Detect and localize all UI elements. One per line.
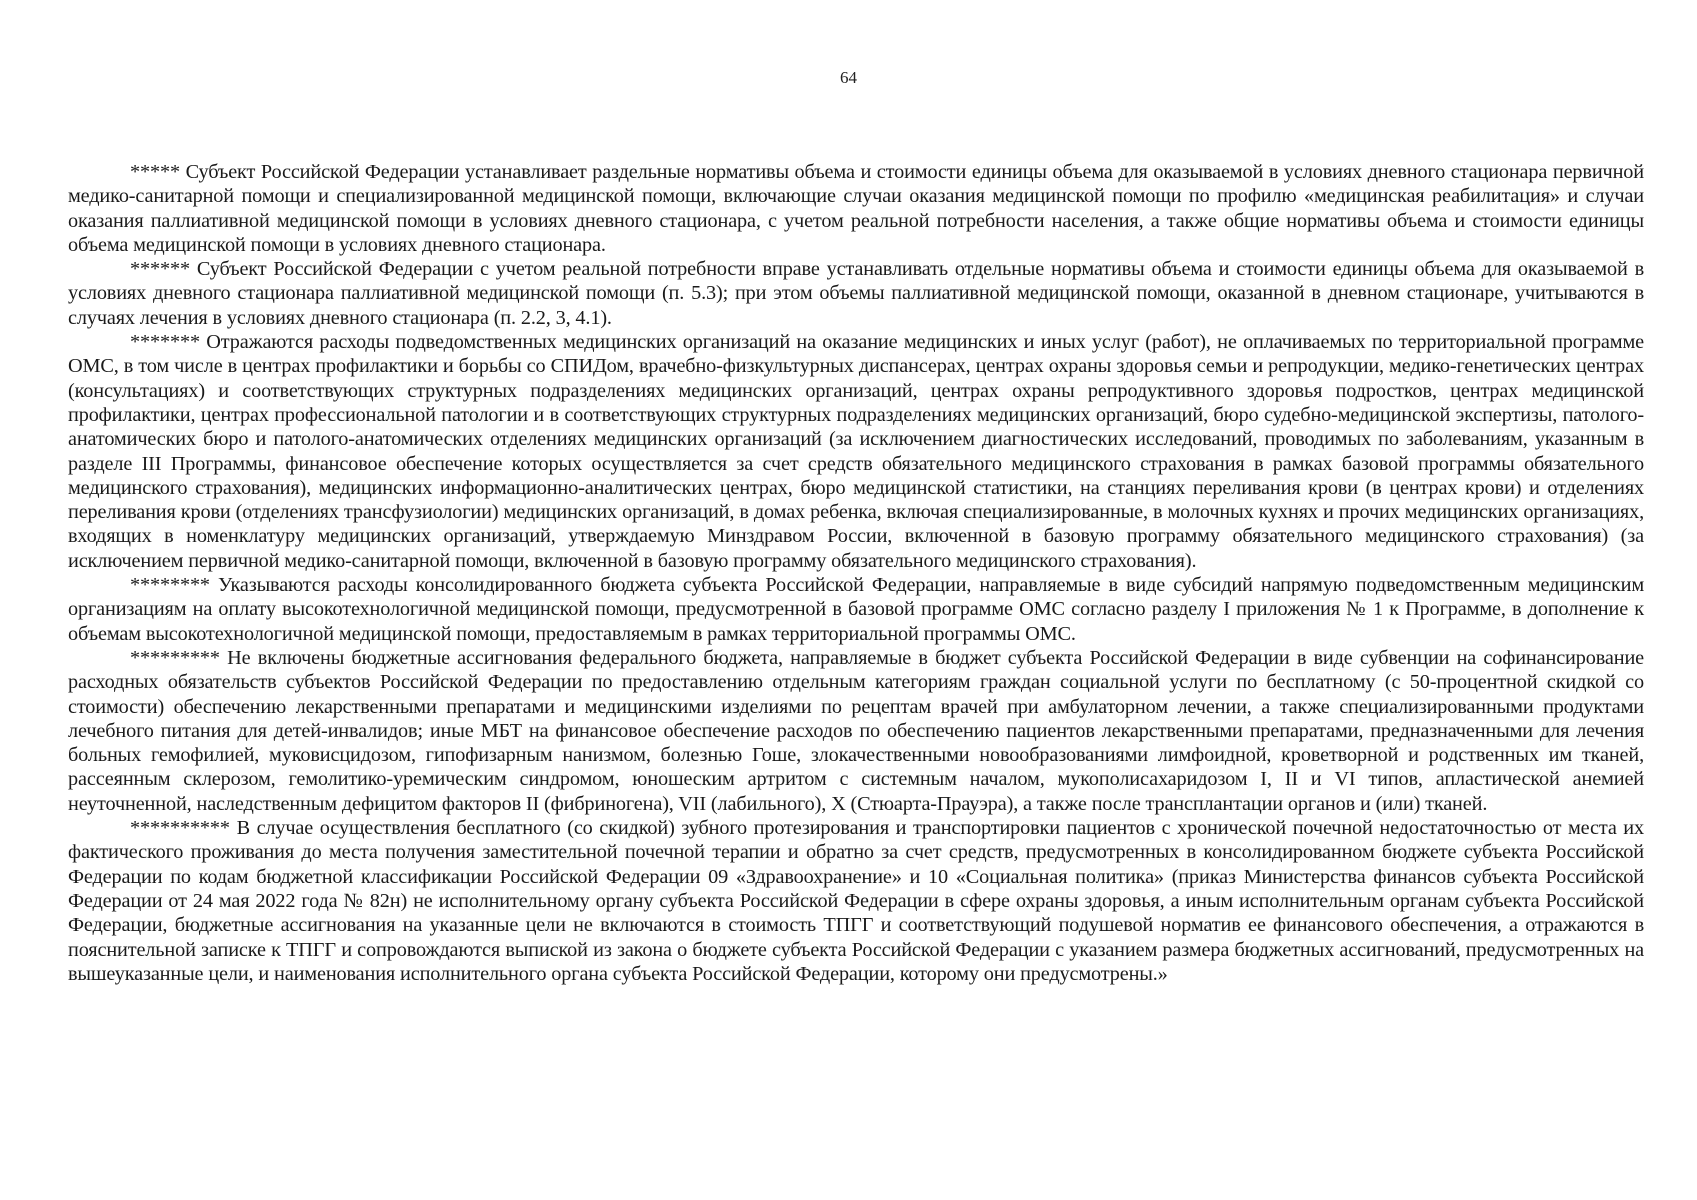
footnote-5-stars: [68, 160, 1644, 257]
footnotes-block: [68, 160, 1644, 986]
footnote-text: Указываются расходы консолидированного бюджета субъекта Российской Федерации, направляемые в виде субсидий напрямую подведомственным медицинским организациям на оплату высокотехнологичной медицинской помощи, предусмотренной в базовой программе ОМС согласно разделу I приложения № 1 к Программе, в дополнение к объемам высокотехнологичной медицинской помощи, предоставляемым в рамках территориальной программы ОМС.: [68, 574, 1644, 645]
footnote-marker: ********: [130, 574, 210, 597]
footnote-10-stars: [68, 816, 1644, 986]
footnote-marker: *********: [130, 646, 220, 669]
footnote-8-stars: [68, 573, 1644, 646]
footnote-7-stars: [68, 330, 1644, 573]
footnote-text: Субъект Российской Федерации с учетом реальной потребности вправе устанавливать отдельные нормативы объема и стоимости единицы объема для оказываемой в условиях дневного стационара паллиативной медицинской помощи (п. 5.3); при этом объемы паллиативной медицинской помощи, оказанной в дневном стационаре, учитываются в случаях лечения в условиях дневного стационара (п. 2.2, 3, 4.1).: [68, 258, 1645, 329]
footnote-6-stars: [68, 257, 1644, 330]
footnote-marker: ******: [130, 258, 190, 281]
footnote-marker: *****: [130, 161, 180, 183]
footnote-marker: **********: [130, 817, 230, 840]
footnote-text: Субъект Российской Федерации устанавливает раздельные нормативы объема и стоимости единицы объема для оказываемой в условиях дневного стационара первичной медико-санитарной помощи и специализированной медицинской помощи, включающие случаи оказания медицинской помощи по профилю «медицинская реабилитация» и случаи оказания паллиативной медицинской помощи в условиях дневного стационара, с учетом реальной потребности населения, а также общие нормативы объема и стоимости единицы объема медицинской помощи в условиях дневного стационара.: [68, 161, 1644, 256]
footnote-text: В случае осуществления бесплатного (со скидкой) зубного протезирования и транспортировки пациентов с хронической почечной недостаточностью от места их фактического проживания до места получения заместительной почечной терапии и обратно за счет средств, предусмотренных в консолидированном бюджете субъекта Российской Федерации по кодам бюджетной классификации Российской Федерации 09 «Здравоохранение» и 10 «Социальная политика» (приказ Министерства финансов субъекта Российской Федерации от 24 мая 2022 года № 82н) не исполнительному органу субъекта Российской Федерации в сфере охраны здоровья, а иным исполнительным органам субъекта Российской Федерации, бюджетные ассигнования на указанные цели не включаются в стоимость ТПГГ и соответствующий подушевой норматив ее финансового обеспечения, а отражаются в пояснительной записке к ТПГГ и сопровождаются выпиской из закона о бюджете субъекта Российской Федерации с указанием размера бюджетных ассигнований, предусмотренных на вышеуказанные цели, и наименования исполнительного органа субъекта Российской Федерации, которому они предусмотрены.»: [68, 817, 1645, 985]
footnote-text: Отражаются расходы подведомственных медицинских организаций на оказание медицинских и иных услуг (работ), не оплачиваемых по территориальной программе ОМС, в том числе в центрах профилактики и борьбы со СПИДом, врачебно-физкультурных диспансерах, центрах охраны здоровья семьи и репродукции, медико-генетических центрах (консультациях) и соответствующих структурных подразделениях медицинских организаций, центрах охраны репродуктивного здоровья подростков, центрах медицинской профилактики, центрах профессиональной патологии и в соответствующих структурных подразделениях медицинских организаций, бюро судебно-медицинской экспертизы, патолого-анатомических бюро и патолого-анатомических отделениях медицинских организаций (за исключением диагностических исследований, проводимых по заболеваниям, указанным в разделе III Программы, финансовое обеспечение которых осуществляется за счет средств обязательного медицинского страхования в рамках базовой программы обязательного медицинского страхования), медицинских информационно-аналитических центрах, бюро медицинской статистики, на станциях переливания крови (в центрах крови) и отделениях переливания крови (отделениях трансфузиологии) медицинских организаций, в домах ребенка, включая специализированные, в молочных кухнях и прочих медицинских организациях, входящих в номенклатуру медицинских организаций, утверждаемую Минздравом России, включенной в базовую программу обязательного медицинского страхования) (за исключением первичной медико-санитарной помощи, включенной в базовую программу обязательного медицинского страхования).: [68, 331, 1645, 572]
page-number: 64: [840, 68, 857, 87]
footnote-marker: *******: [130, 331, 200, 354]
footnote-text: Не включены бюджетные ассигнования федерального бюджета, направляемые в бюджет субъекта Российской Федерации в виде субвенции на софинансирование расходных обязательств субъектов Российской Федерации по предоставлению отдельным категориям граждан социальной услуги по бесплатному (с 50-процентной скидкой со стоимости) обеспечению лекарственными препаратами и медицинскими изделиями по рецептам врачей при амбулаторном лечении, а также специализированными продуктами лечебного питания для детей-инвалидов; иные МБТ на финансовое обеспечение расходов по обеспечению пациентов лекарственными препаратами, предназначенными для лечения больных гемофилией, муковисцидозом, гипофизарным нанизмом, болезнью Гоше, злокачественными новообразованиями лимфоидной, кроветворной и родственных им тканей, рассеянным склерозом, гемолитико-уремическим синдромом, юношеским артритом с системным началом, мукополисахаридозом I, II и VI типов, апластической анемией неуточненной, наследственным дефицитом факторов II (фибриногена), VII (лабильного), X (Стюарта-Прауэра), а также после трансплантации органов и (или) тканей.: [68, 646, 1644, 815]
footnote-9-stars: [68, 646, 1644, 816]
